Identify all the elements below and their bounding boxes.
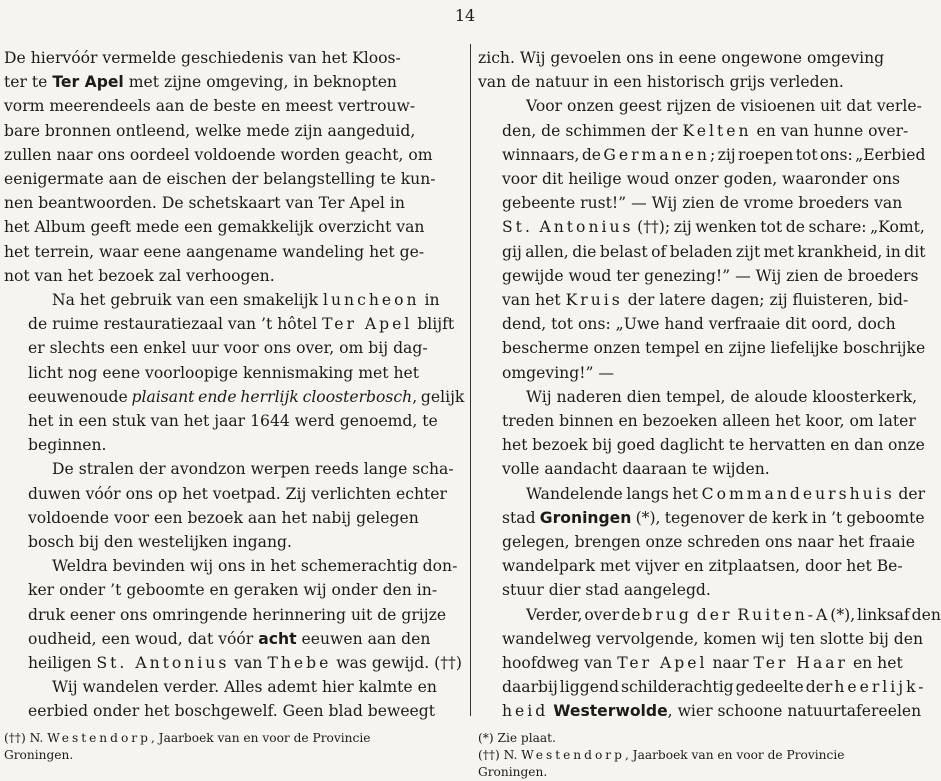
right-column [478,46,941,781]
text-line: zich. Wij gevoelen ons in eene ongewone omgeving [478,49,885,67]
spaced-text: St. Antonius [96,654,230,673]
text-line: De hiervóór vermelde geschiedenis van het Kloos- [4,49,401,67]
text-line: wandelpark met vijver en zitplaatsen, door het Be- [502,557,903,576]
text-line: vorm meerendeels aan de beste en meest vertrouw- [4,97,416,116]
paragraph [478,482,925,603]
text-line: winnaars, de Germanen; zij roepen tot ons: „Eerbied [502,145,926,164]
bold-text: Ter Apel [52,73,124,92]
italic-text: plaisant ende herrlijk cloosterbosch [131,387,413,406]
spaced-text: Westendorp [521,747,625,762]
text-line: Weldra bevinden wij ons in het schemerachtig don- [52,557,458,576]
paragraph [478,46,925,94]
text-line: heid Westerwolde, wier schoone natuurtafereelen [502,702,922,721]
text-line: den, de schimmen der Kelten en van hunne over- [502,121,909,140]
text-line: not van het bezoek zal verhoogen. [4,266,275,285]
text-line: voor dit heilige woud onzer goden, waaronder ons [502,170,901,189]
text-line: St. Antonius (††); zij wenken tot de schare: „Komt, [502,218,925,237]
spaced-text: Kelten [682,121,752,140]
text-line: van de natuur in een historisch grijs verleden. [478,73,844,92]
text-line: beginnen. [28,436,107,455]
text-line: eenigermate aan de eischen der belangstelling te kun- [4,170,436,189]
left-column [4,46,464,764]
paragraph [4,675,464,723]
text-line: gelegen, brengen onze schreden ons naar het fraaie [502,533,915,552]
text-line: eerbied onder het boschgewelf. Geen blad beweegt [28,702,436,721]
footnotes [478,730,925,781]
text-line: (*) Zie plaat. [478,730,556,745]
spaced-text: Ter Haar [753,654,848,673]
text-line: zullen naar ons oordeel voldoende worden geacht, om [4,145,433,164]
text-line: het Album geeft mede een gemakkelijk overzicht van [4,218,425,237]
text-line: stad Groningen (*), tegenover de kerk in ’t geboomte [502,508,925,527]
text-line: voldoende voor een bezoek aan het nabij gelegen [28,508,419,527]
text-line: eeuwenoude plaisant ende herrlijk cloosterbosch, gelijk [28,387,465,406]
paragraph [4,457,464,554]
spaced-text: Ter Apel [617,654,708,673]
spaced-text: Thebe [267,654,332,673]
spaced-text: brug der Ruiten-A [642,605,831,624]
text-line: omgeving!” — [502,363,614,382]
paragraph [4,554,464,675]
text-line: gebeente rust!” — Wij zien de vrome broeders van [502,194,903,213]
spaced-text: Ter Apel [322,315,413,334]
paragraph [478,94,925,384]
text-line: druk eener ons omringende herinnering uit de grijze [28,605,447,624]
text-line: bosch bij den westelijken ingang. [28,533,292,552]
text-line: gewijde woud ter genezing!” — Wij zien de broeders [502,266,919,285]
spaced-text: St. Antonius [502,218,634,237]
text-line: het in een stuk van het jaar 1644 werd genoemd, te [28,412,438,431]
text-line: wandelweg vervolgende, komen wij ten slotte bij den [502,629,924,648]
text-line: de ruime restauratiezaal van ’t hôtel Ter Apel blijft [28,315,455,334]
text-line: Wandelende langs het Commandeurshuis der [526,484,926,503]
page-number: 14 [454,6,476,25]
footnotes [4,730,464,764]
text-line: De stralen der avondzon werpen reeds lange scha- [52,460,454,479]
text-line: duwen vóór ons op het voetpad. Zij verlichten echter [28,484,447,503]
text-line: Voor onzen geest rijzen de visioenen uit dat verle- [526,97,922,116]
paragraph [478,603,941,724]
text-line: heiligen St. Antonius van Thebe was gewijd. (††) [28,654,462,673]
bold-text: Groningen [539,508,632,527]
spaced-text: Commandeurshuis [701,484,895,503]
spaced-text: luncheon [323,291,420,310]
bold-text: Westerwolde [553,702,668,721]
paragraph [4,288,464,457]
text-line: er slechts een enkel uur voor ons over, om bij dag- [28,339,428,358]
text-line: oudheid, een woud, dat vóór acht eeuwen aan den [28,629,431,648]
text-line: nen beantwoorden. De schetskaart van Ter Apel in [4,194,405,213]
text-line: bare bronnen ontleend, welke mede zijn aangeduid, [4,121,416,140]
text-line: treden binnen en bezoeken alleen het koor, om later [502,412,916,431]
text-line: Na het gebruik van een smakelijk luncheon in [52,291,440,310]
text-line: het bezoek bij goed daglicht te hervatten en dan onze [502,436,925,455]
paragraph [4,46,464,288]
spaced-text: Germanen [603,145,710,164]
text-line: licht nog eene voorloopige kennismaking met het [28,363,420,382]
bold-text: acht [258,629,297,648]
spaced-text: heerlijk- [834,678,927,697]
text-line: Verder, over de brug der Ruiten-A(*), linksaf den [526,605,941,624]
paragraph [478,385,925,482]
text-line: daarbij liggend schilderachtig gedeelte der heerlijk- [502,678,927,697]
text-line: gij allen, die belast of beladen zijt met krankheid, in dit [502,242,926,261]
spaced-text: Westendorp [47,730,151,745]
text-line: bescherme onzen tempel en zijne liefelijke boschrijke [502,339,926,358]
text-line: hoofdweg van Ter Apel naar Ter Haar en het [502,654,903,673]
spaced-text: Kruis [565,291,623,310]
text-line: volle aandacht daaraan te wijden. [502,460,770,479]
text-line: het terrein, waar eene aangename wandeling het ge- [4,242,425,261]
text-line: Groningen. [4,747,74,762]
text-line: Wij naderen dien tempel, de aloude kloosterkerk, [526,387,918,406]
spaced-text: heid [502,702,549,721]
text-line: van het Kruis der latere dagen; zij fluisteren, bid- [502,291,909,310]
text-line: ker onder ’t geboomte en geraken wij onder den in- [28,581,438,600]
text-line: ter te Ter Apel met zijne omgeving, in beknopten [4,73,397,92]
text-line: Groningen. [478,764,548,779]
text-line: dend, tot ons: „Uwe hand verfraaie dit oord, doch [502,315,896,334]
text-line: (††) N. Westendorp, Jaarboek van en voor de Provincie [478,747,845,762]
text-line: stuur dier stad aangelegd. [502,581,711,600]
text-line: Wij wandelen verder. Alles ademt hier kalmte en [52,678,437,697]
column-divider [470,44,471,716]
text-line: (††) N. Westendorp, Jaarboek van en voor de Provincie [4,730,371,745]
